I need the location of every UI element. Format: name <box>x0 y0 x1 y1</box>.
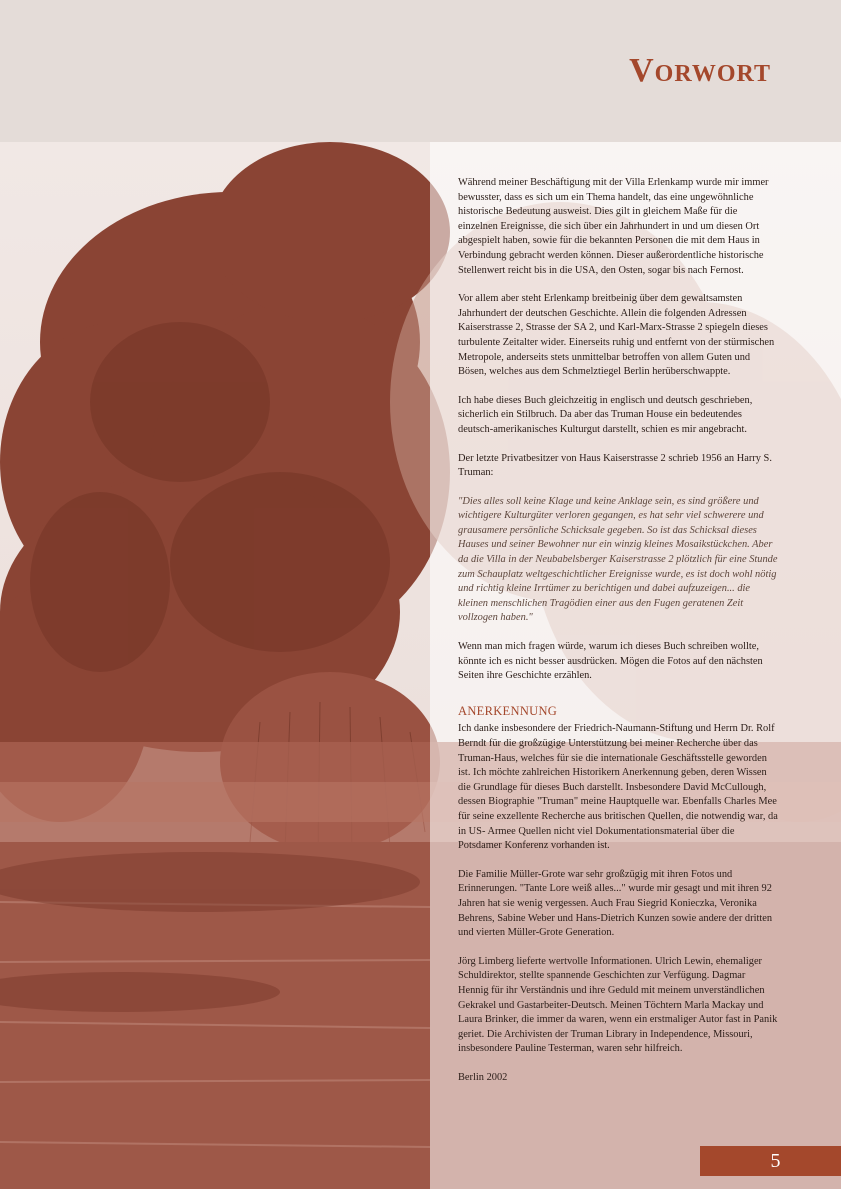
intro-paragraph-1: Während meiner Beschäftigung mit der Villa Erlenkamp wurde mir immer bewusster, dass es sich um ein Thema handelt, das eine ungewöhnliche historische Bedeutung ausweist. Dies gilt in gleichem Maße für die einzelnen Ereignisse, die sich über ein Jahrhundert in und um diesen Ort abgespielt haben, sowie für die bekannten Personen die mit dem Haus in Verbindung gebracht werden können. Dieser außerordentliche historische Stellenwert reicht bis in die USA, den Osten, sogar bis nach Fernost. <box>458 177 769 276</box>
header-band <box>0 0 841 142</box>
intro-paragraph-3: Ich habe dieses Buch gleichzeitig in englisch und deutsch geschrieben, sicherlich ein Stilbruch. Da aber das Truman House ein bedeutendes deutsch-amerikanisches Kulturgut darstellt, schien es mir angebracht. <box>458 394 753 435</box>
intro-paragraph-4: Der letzte Privatbesitzer von Haus Kaiserstrasse 2 schrieb 1956 an Harry S. Truman: <box>458 452 772 479</box>
page-number: 5 <box>770 1150 781 1172</box>
acknowledgement-paragraph-1: Ich danke insbesondere der Friedrich-Naumann-Stiftung und Herrn Dr. Rolf Berndt für die großzügige Unterstützung bei meiner Recherche über das Truman-Haus, welches für sie die internationale Geschäftsstelle geworden ist. Ich möchte zahlreichen Historikern Anerkennung geben, deren Wissen die Grundlage für dieses Buch darstellt. Insbesondere David McCullough, dessen Biographie "Truman" meine Hauptquelle war. Ebenfalls Charles Mee für seine exzellente Recherche aus britischen Quellen, die notwendig war, da in US- Armee Quellen nicht viel Dokumentationsmaterial über die Potsdamer Konferenz vorhanden ist. <box>458 723 778 852</box>
intro-paragraph-2: Vor allem aber steht Erlenkamp breitbeinig über dem gewaltsamsten Jahrhundert der deutschen Geschichte. Allein die folgenden Adressen Kaiserstrasse 2, Strasse der SA 2, und Karl-Marx-Strasse 2 spiegeln dieses turbulente Zeitalter wider. Einerseits ruhig und entfernt von der stürmischen Metropole, anderseits stets unmittelbar betroffen von allem Guten und Bösen, welches aus dem Schmelztiegel Berlin herüberschwappte. <box>458 293 775 378</box>
page-title: Vorwort <box>629 52 771 89</box>
acknowledgement-heading: ANERKENNUNG <box>458 703 558 718</box>
text-column <box>458 176 778 1099</box>
page-number-box <box>700 1146 841 1176</box>
closing-paragraph: Wenn man mich fragen würde, warum ich dieses Buch schreiben wollte, könnte ich es nicht besser ausdrücken. Mögen die Fotos auf den nächsten Seiten ihre Geschichte erzählen. <box>458 641 763 682</box>
acknowledgement-paragraph-3: Jörg Limberg lieferte wertvolle Informationen. Ulrich Lewin, ehemaliger Schuldirektor, stellte spannende Geschichten zur Verfügung. Dagmar Hennig für ihr Verständnis und ihre Geduld mit meinem unverständlichen Gekrakel und Gastarbeiter-Deutsch. Meinen Töchtern Marla Mackay und Laura Brinker, die immer da waren, wenn ein erstmaliger Autor fast in Panik geriet. Die Archivisten der Truman Library in Independence, Missouri, insbesondere Pauline Testerman, waren sehr hilfreich. <box>458 955 778 1055</box>
signoff: Berlin 2002 <box>458 1071 508 1083</box>
truman-letter-quote: "Dies alles soll keine Klage und keine Anklage sein, es sind größere und wichtigere Kulturgüter verloren gegangen, es hat sehr viel schwerere und grausamere persönliche Schicksale gegeben. So ist das Schicksal dieses Hauses und seiner Bewohner nur ein winzig kleines Mosaikstückchen. Aber da die Villa in der Neubabelsberger Kaiserstrasse 2 plötzlich für eine Stunde zum Schauplatz weltgeschichtlicher Ereignisse wurde, es ist doch wohl nötig und richtig kleine Irrtümer zu berichtigen und dabei aufzuzeigen... die kleinen menschlichen Tragödien einer aus den Fugen geratenen Zeit vollzogen haben." <box>458 495 778 624</box>
acknowledgement-paragraph-2: Die Familie Müller-Grote war sehr großzügig mit ihren Fotos und Erinnerungen. "Tante Lore weiß alles..." wurde mir gesagt und mit ihren 92 Jahren hat sie wenig vergessen. Auch Frau Siegrid Konieczka, Veronika Behrens, Sabine Weber und Hans-Dietrich Kunzen sowie andere der dritten und vierten Müller-Grote Generation. <box>458 868 773 939</box>
